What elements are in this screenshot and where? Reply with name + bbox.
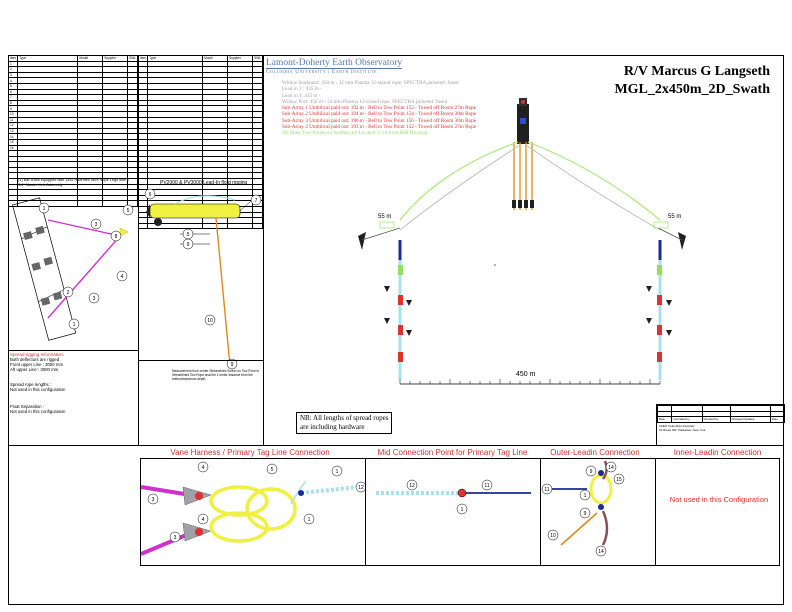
divider-left bbox=[138, 55, 139, 445]
callout-c10 bbox=[205, 315, 215, 325]
callout-label: 5 bbox=[270, 467, 274, 473]
rope-lengths-value: Not used in this configuration bbox=[10, 387, 66, 392]
callout-c11 bbox=[482, 480, 492, 490]
spread-info-box bbox=[10, 352, 135, 414]
vane-harness-detail bbox=[141, 459, 365, 565]
callout-label: 11 bbox=[484, 483, 490, 489]
inventory-cell: 11 bbox=[9, 117, 18, 123]
callout-label: 1 bbox=[307, 517, 311, 523]
callout-label: 1 bbox=[335, 469, 339, 475]
inner-leadin-note: Not used in this Configuration bbox=[669, 495, 769, 504]
callout-label: 3 bbox=[92, 296, 96, 302]
callout-label: 2 bbox=[66, 290, 70, 296]
stbd-widow-rope bbox=[528, 142, 660, 220]
tb-col-date: Date bbox=[658, 417, 672, 423]
port-widow-rope bbox=[400, 142, 518, 220]
empty-header-type: Type bbox=[148, 56, 203, 62]
callout-c6 bbox=[145, 189, 155, 199]
inventory-header-model: Model bbox=[78, 56, 103, 62]
callout-c3 bbox=[89, 293, 99, 303]
title-block-header-row bbox=[658, 417, 785, 423]
callout-label: 1 bbox=[460, 507, 464, 513]
callout-label: 9 bbox=[583, 511, 587, 517]
vessel-title: R/V Marcus G Langseth bbox=[623, 64, 770, 79]
callout-c1 bbox=[332, 466, 342, 476]
empty-header-supplier: Supplier bbox=[228, 56, 253, 62]
callout-label: 4 bbox=[201, 517, 205, 523]
callout-label: 4 bbox=[120, 274, 124, 280]
ldeo-logo bbox=[266, 58, 402, 75]
tb-col-controlled: Controlled by bbox=[672, 417, 703, 423]
callout-c12 bbox=[356, 482, 365, 492]
inventory-cell: 3 bbox=[9, 72, 18, 78]
tb-col-checked: Checked by bbox=[702, 417, 730, 423]
callout-label: 6 bbox=[148, 192, 152, 198]
callout-label: 9 bbox=[230, 362, 234, 368]
callout-c14 bbox=[606, 462, 616, 472]
vessel-icon bbox=[512, 98, 534, 210]
callout-c3 bbox=[148, 494, 158, 504]
float-sep-value: Not used in this configuration bbox=[10, 409, 66, 414]
tb-col-date2: Date bbox=[770, 417, 784, 423]
port-deflector bbox=[358, 222, 400, 250]
callout-c2 bbox=[63, 287, 73, 297]
callout-label: 15 bbox=[616, 477, 622, 483]
inventory-header-type: Type bbox=[18, 56, 78, 62]
callout-label: 1 bbox=[72, 322, 76, 328]
outer-section-title: Outer-Leadin Connection bbox=[550, 448, 640, 457]
inventory-cell: 13 bbox=[9, 128, 18, 134]
tb-col-changed: Changed/Updated bbox=[730, 417, 770, 423]
lead-in-float-sketch bbox=[140, 186, 262, 376]
scale-bar bbox=[400, 379, 660, 384]
tb-company: LDEO Columbia University bbox=[659, 423, 695, 428]
callout-label: 12 bbox=[358, 485, 364, 491]
empty-header-model: Model bbox=[203, 56, 228, 62]
legend-line: Sub-Array 3 Umbilical paid out: 196 m - Bell to Tow Point 156 - Towed off Boom 30m Rope bbox=[282, 117, 477, 124]
callout-label: 14 bbox=[598, 549, 604, 555]
callout-label: 9 bbox=[589, 469, 593, 475]
inventory-header-item: Item bbox=[10, 56, 17, 61]
callout-label: 3 bbox=[94, 222, 98, 228]
empty-header-swl: SWL bbox=[254, 56, 261, 61]
spread-info-line: Front upper Line : 3000 mm bbox=[10, 362, 64, 367]
callout-c9 bbox=[586, 466, 596, 476]
inventory-cell: 2 bbox=[9, 67, 18, 73]
inventory-cell: 12 bbox=[9, 123, 18, 129]
callout-c1 bbox=[39, 203, 49, 213]
callout-label: 7 bbox=[254, 198, 258, 204]
divider-mid bbox=[263, 55, 264, 445]
inventory-cell: 10 bbox=[9, 111, 18, 117]
callout-c5 bbox=[123, 205, 133, 215]
logo-line-2: Columbia University | Earth Institute bbox=[266, 68, 402, 75]
inventory-cell: 16 bbox=[9, 145, 18, 151]
port-lead-in bbox=[400, 145, 520, 230]
legend-line: Lead in 4: 435 m - bbox=[282, 92, 321, 99]
callout-c11 bbox=[542, 484, 552, 494]
float-sep-title: Float Separation : bbox=[10, 404, 44, 409]
legend-line: Lead in 3 : 435 m - bbox=[282, 86, 322, 93]
nb-note bbox=[296, 412, 392, 434]
inventory-cell: 14 bbox=[9, 134, 18, 140]
inventory-cell: 15 bbox=[9, 139, 18, 145]
scale-span-label: 450 m bbox=[516, 371, 536, 378]
inventory-cell: 8 bbox=[9, 100, 18, 106]
inventory-cell: 9 bbox=[9, 106, 18, 112]
stbd-offset-label: 55 m bbox=[668, 214, 682, 220]
port-streamer bbox=[384, 240, 412, 380]
left-box-separator bbox=[8, 350, 138, 351]
inventory-cell: 4 bbox=[9, 78, 18, 84]
bottom-divider-3 bbox=[655, 458, 656, 566]
callout-c4 bbox=[117, 271, 127, 281]
mid-connection-detail bbox=[366, 459, 539, 565]
callout-c5 bbox=[267, 464, 277, 474]
callout-label: 10 bbox=[207, 318, 213, 324]
nb-line-1: NB: All lengths of spread ropes bbox=[300, 414, 389, 422]
callout-c3 bbox=[91, 219, 101, 229]
callout-label: 4 bbox=[201, 465, 205, 471]
callout-c9 bbox=[580, 508, 590, 518]
outer-leadin-detail bbox=[541, 459, 654, 565]
callout-label: 1 bbox=[583, 493, 587, 499]
callout-c1 bbox=[69, 319, 79, 329]
callout-c5 bbox=[183, 229, 193, 239]
callout-c9 bbox=[183, 239, 193, 249]
lead-in-caption: Measurement from center Streamlined Swivel on Tow Point to Streamlined Tow Rope shall be 1 meter distance from the bottom/maximum depth. bbox=[172, 369, 260, 381]
callout-c14 bbox=[596, 546, 606, 556]
nb-line-2: are including hardware bbox=[300, 423, 365, 431]
stbd-streamer bbox=[646, 240, 672, 380]
callout-c3 bbox=[170, 532, 180, 542]
mid-box-separator bbox=[138, 360, 263, 361]
inventory-cell: 5 bbox=[9, 83, 18, 89]
inventory-header-supplier: Supplier bbox=[103, 56, 128, 62]
callout-label: 3 bbox=[151, 497, 155, 503]
callout-label: 8 bbox=[114, 234, 118, 240]
callout-label: 3 bbox=[173, 535, 177, 541]
callout-label: 9 bbox=[186, 242, 190, 248]
empty-header-item: Item bbox=[140, 56, 147, 61]
inventory-cell: 6 bbox=[9, 89, 18, 95]
callout-c4 bbox=[198, 462, 208, 472]
tb-address: 61 Route 9W, Palisades, New York bbox=[659, 427, 706, 432]
spread-info-title: Spread rigging Information: bbox=[10, 352, 65, 357]
wire-note: (1) Bar cross equipped with 1x32 Hydrotec Wire Rope Legs with 2 3/4" Master Link Assembly bbox=[18, 178, 130, 187]
callout-label: 10 bbox=[550, 533, 556, 539]
port-offset-label: 55 m bbox=[378, 214, 392, 220]
legend-line: Sub-Array 4 Umbilical paid out: 193 m - Bell to Tow Point 152 - Towed off Boom 27m Rope bbox=[282, 124, 477, 131]
bar-cross-sketch bbox=[8, 188, 138, 348]
callout-c8 bbox=[111, 231, 121, 241]
callout-label: 12 bbox=[409, 483, 415, 489]
title-block-table bbox=[656, 404, 785, 446]
spread-info-line: Aft upper Line : 3000 mm bbox=[10, 367, 59, 372]
callout-c7 bbox=[251, 195, 261, 205]
callout-c1 bbox=[304, 514, 314, 524]
legend-line: Sub-Array 1 Umbilical paid out: 192 m - Bell to Tow Point 152 - Towed off Boom 27m Rope bbox=[282, 105, 477, 112]
inventory-cell: 1 bbox=[9, 61, 18, 67]
callout-c1 bbox=[457, 504, 467, 514]
legend-line: Sub-Array 2 Umbilical paid out: 194 m - Bell to Tow Point 154 - Towed off Boom 30m Rope bbox=[282, 111, 477, 118]
inner-section-title: Inner-Leadin Connection bbox=[673, 448, 762, 457]
callout-c12 bbox=[407, 480, 417, 490]
callout-c4 bbox=[198, 514, 208, 524]
vane-section-title: Vane Harness / Primary Tag Line Connection bbox=[170, 448, 330, 457]
spread-diagram bbox=[340, 90, 700, 400]
callout-label: 14 bbox=[608, 465, 614, 471]
inventory-cell: 7 bbox=[9, 95, 18, 101]
lead-in-title: PV2000 & PV3000 Lead-In float rigging bbox=[160, 180, 248, 186]
callout-c15 bbox=[614, 474, 624, 484]
legend-line: All Main Tow Points on Seaflies are Located 15 m from Bell Housing bbox=[282, 130, 428, 137]
spread-info-lines bbox=[10, 357, 135, 372]
logo-line-1: Lamont-Doherty Earth Observatory bbox=[266, 58, 403, 68]
mid-section-title: Mid Connection Point for Primary Tag Line bbox=[377, 448, 528, 457]
stbd-lead-in bbox=[526, 145, 660, 230]
callout-c10 bbox=[548, 530, 558, 540]
callout-c1 bbox=[580, 490, 590, 500]
rope-lengths-title: Spread rope lengths : bbox=[10, 382, 52, 387]
callout-label: 5 bbox=[126, 208, 130, 214]
legend-line: Widow Port: 450 m - 32 mm Plasma 12-strand rope, SPECTRA jacketed: fused bbox=[282, 98, 448, 105]
config-title: MGL_2x450m_2D_Swath bbox=[614, 82, 770, 97]
legend-line: Widow Starboard: 450 m - 32 mm Plasma 12-strand rope, SPECTRA jacketed: fused bbox=[282, 80, 459, 86]
spread-info-line: Both deflectors are rigged bbox=[10, 357, 60, 362]
inventory-header-swl: SWL bbox=[129, 56, 136, 61]
title-block-grid bbox=[657, 405, 785, 423]
callout-label: 5 bbox=[186, 232, 190, 238]
callout-label: 1 bbox=[42, 206, 46, 212]
callout-label: 11 bbox=[544, 487, 550, 493]
